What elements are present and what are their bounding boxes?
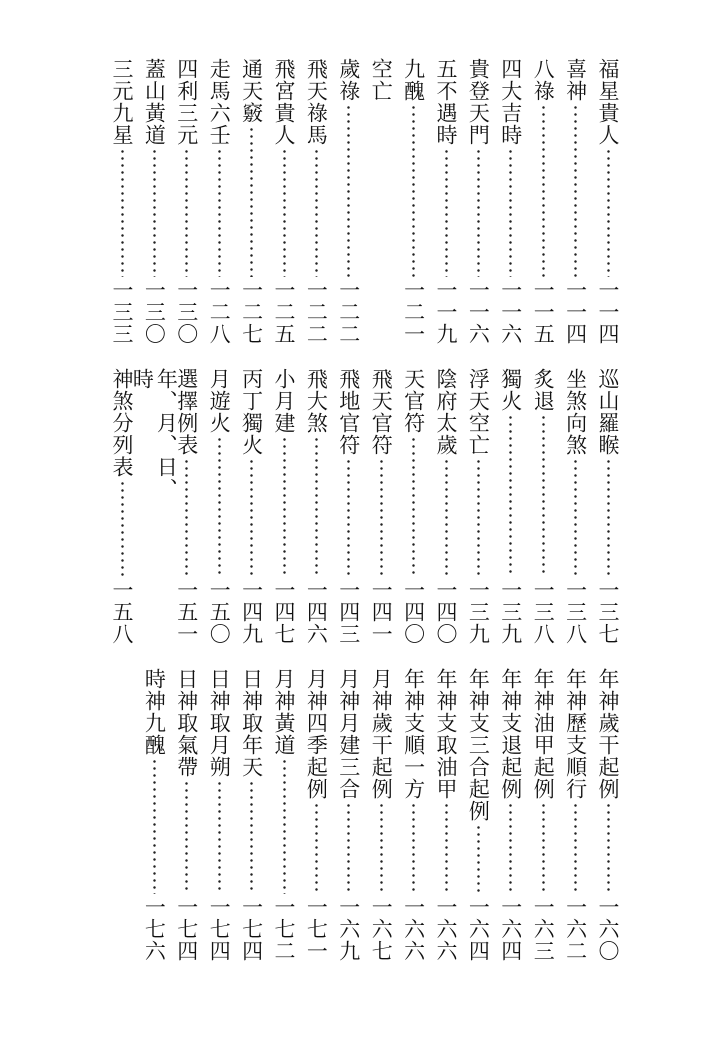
dot-leader (347, 458, 350, 577)
entry-title: 巡山羅睺 (596, 368, 620, 456)
dot-leader (542, 802, 545, 894)
toc-entry[interactable] (205, 368, 233, 645)
toc-entry[interactable] (335, 368, 363, 645)
page-number: 一六四 (466, 896, 491, 962)
dot-leader (412, 104, 415, 277)
dot-leader (542, 104, 545, 277)
entry-title: 時神九醜 (142, 668, 167, 756)
toc-entry[interactable] (367, 58, 395, 215)
dot-leader (445, 458, 448, 577)
page-number: 一七四 (207, 896, 232, 962)
page-number: 一一四 (596, 279, 620, 345)
page-number: 一六二 (563, 896, 588, 962)
page-number: 一六〇 (596, 896, 620, 962)
dot-leader (315, 802, 318, 894)
toc-entry[interactable] (562, 368, 590, 645)
entry-title: 走馬六壬 (207, 58, 232, 146)
page-number: 一一六 (466, 279, 491, 345)
dot-leader (380, 458, 383, 577)
dot-leader (509, 148, 512, 277)
dot-leader (347, 802, 350, 894)
page-number: 一七二 (272, 896, 296, 962)
dot-leader (153, 758, 156, 894)
dot-leader (574, 802, 577, 894)
entry-title: 年神支順一方 (401, 668, 426, 800)
toc-entry[interactable] (108, 368, 136, 645)
entry-title: 月神黃道 (272, 668, 296, 756)
toc-entry[interactable] (238, 58, 266, 345)
dot-leader (542, 414, 545, 577)
toc-entry[interactable] (367, 668, 395, 962)
toc-entry[interactable] (302, 668, 330, 962)
page-number: 一六四 (498, 896, 523, 962)
entry-title: 炙退 (531, 368, 556, 412)
page-number: 一一四 (563, 279, 588, 345)
toc-entry[interactable] (594, 58, 622, 345)
page-number: 一三八 (563, 579, 588, 645)
toc-entry[interactable] (562, 58, 590, 345)
page-number: 一五〇 (207, 579, 232, 645)
entry-title: 年神油甲起例 (531, 668, 556, 800)
dot-leader (477, 458, 480, 577)
toc-entry[interactable] (302, 368, 330, 645)
page-number: 一三三 (110, 279, 134, 345)
toc-entry[interactable] (464, 58, 492, 345)
page-number: 一三九 (498, 579, 523, 645)
dot-leader (445, 802, 448, 894)
toc-entry[interactable] (432, 58, 460, 345)
entry-title: 浮天空亡 (466, 368, 491, 456)
page-number: 一四一 (369, 579, 394, 645)
page-number: 一六七 (369, 896, 394, 962)
toc-entry[interactable] (205, 58, 233, 345)
dot-leader (477, 824, 480, 894)
entry-title: 月神月建三合 (336, 668, 361, 800)
toc-entry[interactable] (238, 368, 266, 645)
entry-title: 日神取年天 (239, 668, 264, 778)
entry-title: 月神四季起例 (304, 668, 329, 800)
page-number: 一三〇 (142, 279, 167, 345)
entry-title: 貴登天門 (466, 58, 491, 146)
entry-title: 選擇例表 (174, 368, 199, 456)
page-number: 一四六 (304, 579, 329, 645)
dot-leader (218, 148, 221, 277)
entry-title: 空亡 (369, 58, 394, 102)
toc-entry[interactable] (270, 58, 298, 345)
entry-title: 五不遇時 (434, 58, 458, 146)
dot-leader (607, 802, 610, 894)
entry-title: 飛地官符 (336, 368, 361, 456)
toc-entry[interactable] (497, 58, 525, 345)
toc-entry[interactable] (270, 368, 298, 645)
entry-title: 年神支三合起例 (466, 668, 491, 822)
entry-title: 四大吉時 (498, 58, 523, 146)
page-number: 一二八 (207, 279, 232, 345)
dot-leader (315, 436, 318, 577)
entry-title: 日神取月朔 (207, 668, 232, 778)
page-number: 一四九 (239, 579, 264, 645)
toc-entry[interactable] (108, 58, 136, 345)
page-number: 一一五 (531, 279, 556, 345)
entry-title: 月神歲干起例 (369, 668, 394, 800)
entry-title: 蓋山黃道 (142, 58, 167, 146)
toc-entry[interactable] (432, 368, 460, 645)
page-number: 一六六 (401, 896, 426, 962)
dot-leader (185, 458, 188, 577)
dot-leader (153, 148, 156, 277)
entry-title: 歲祿 (336, 58, 361, 102)
toc-entry[interactable] (497, 368, 525, 645)
toc-entry[interactable] (238, 668, 266, 962)
page-number: 一六三 (531, 896, 556, 962)
entry-title: 日神取氣帶 (174, 668, 199, 778)
page-number: 一七四 (174, 896, 199, 962)
page-number: 一七四 (239, 896, 264, 962)
dot-leader (574, 104, 577, 277)
toc-entry[interactable] (302, 58, 330, 345)
page-number: 一六九 (336, 896, 361, 962)
page-number: 一五八 (110, 579, 134, 645)
entry-title: 飛宮貴人 (272, 58, 296, 146)
page-number: 一七一 (304, 896, 329, 962)
entry-title: 八祿 (531, 58, 556, 102)
entry-title: 年神歷支順行 (563, 668, 588, 800)
toc-entry[interactable] (205, 668, 233, 962)
toc-entry[interactable] (529, 668, 557, 962)
toc-entry[interactable] (335, 58, 363, 345)
toc-entry[interactable] (562, 668, 590, 962)
toc-entry[interactable] (335, 668, 363, 962)
entry-title: 年神支退起例 (498, 668, 523, 800)
toc-entry[interactable] (464, 668, 492, 962)
page-number: 一二五 (272, 279, 296, 345)
toc-entry[interactable] (432, 668, 460, 962)
toc-entry[interactable] (130, 368, 179, 515)
toc-entry[interactable] (367, 368, 395, 645)
dot-leader (283, 758, 286, 894)
dot-leader (250, 458, 253, 577)
entry-title: 福星貴人 (596, 58, 620, 146)
entry-title: 喜神 (563, 58, 588, 102)
page-number: 一三九 (466, 579, 491, 645)
entry-title: 神煞分列表 (110, 368, 134, 478)
dot-leader (121, 480, 124, 577)
page-number: 一二七 (239, 279, 264, 345)
dot-leader (250, 126, 253, 277)
dot-leader (283, 436, 286, 577)
toc-entry[interactable] (529, 58, 557, 345)
dot-leader (509, 802, 512, 894)
entry-title: 飛大煞 (304, 368, 329, 434)
toc-entry[interactable] (400, 668, 428, 962)
dot-leader (509, 414, 512, 577)
dot-leader (218, 436, 221, 577)
page-number: 一三八 (531, 579, 556, 645)
entry-title: 飛天官符 (369, 368, 394, 456)
entry-title: 飛天祿馬 (304, 58, 329, 146)
toc-entry[interactable] (400, 58, 428, 345)
page-number: 一二二 (304, 279, 329, 345)
toc-entry[interactable] (464, 368, 492, 645)
entry-title: 丙丁獨火 (239, 368, 264, 456)
dot-leader (185, 780, 188, 894)
dot-leader (250, 780, 253, 894)
dot-leader (607, 458, 610, 577)
entry-title: 通天竅 (239, 58, 264, 124)
dot-leader (315, 148, 318, 277)
entry-title: 年神歲干起例 (596, 668, 620, 800)
page-number: 一七六 (142, 896, 167, 962)
toc-entry[interactable] (594, 668, 622, 962)
dot-leader (412, 802, 415, 894)
toc-entry[interactable] (140, 668, 168, 962)
page-number: 一四三 (336, 579, 361, 645)
dot-leader (121, 148, 124, 277)
page-number: 一一九 (434, 279, 458, 345)
page-number: 一三七 (596, 579, 620, 645)
toc-entry[interactable] (173, 58, 201, 345)
page-number: 一二一 (401, 279, 426, 345)
entry-title: 年、月、日、時 (130, 368, 179, 500)
entry-title: 年神支取油甲 (434, 668, 458, 800)
entry-title: 坐煞向煞 (563, 368, 588, 456)
toc-entry[interactable] (400, 368, 428, 645)
entry-title: 獨火 (498, 368, 523, 412)
page-number: 一四七 (272, 579, 296, 645)
page-number: 一四〇 (434, 579, 458, 645)
entry-title: 陰府太歲 (434, 368, 458, 456)
entry-title: 三元九星 (110, 58, 134, 146)
page-number: 一四〇 (401, 579, 426, 645)
dot-leader (607, 148, 610, 277)
dot-leader (412, 436, 415, 577)
toc-entry[interactable] (529, 368, 557, 645)
page-number: 一五一 (174, 579, 199, 645)
entry-title: 小月建 (272, 368, 296, 434)
entry-title: 四利三元 (174, 58, 199, 146)
page-number: 一一六 (498, 279, 523, 345)
dot-leader (347, 104, 350, 277)
dot-leader (218, 780, 221, 894)
toc-entry[interactable] (173, 668, 201, 962)
dot-leader (574, 458, 577, 577)
toc-entry[interactable] (270, 668, 298, 962)
entry-title: 天官符 (401, 368, 426, 434)
page-number: 一三〇 (174, 279, 199, 345)
entry-title: 九醜 (401, 58, 426, 102)
dot-leader (477, 148, 480, 277)
toc-entry[interactable] (594, 368, 622, 645)
dot-leader (283, 148, 286, 277)
page-number: 一六六 (434, 896, 458, 962)
page-number: 一二二 (336, 279, 361, 345)
dot-leader (380, 802, 383, 894)
toc-entry[interactable] (140, 58, 168, 345)
toc-entry[interactable] (497, 668, 525, 962)
entry-title: 月遊火 (207, 368, 232, 434)
dot-leader (445, 148, 448, 277)
dot-leader (185, 148, 188, 277)
